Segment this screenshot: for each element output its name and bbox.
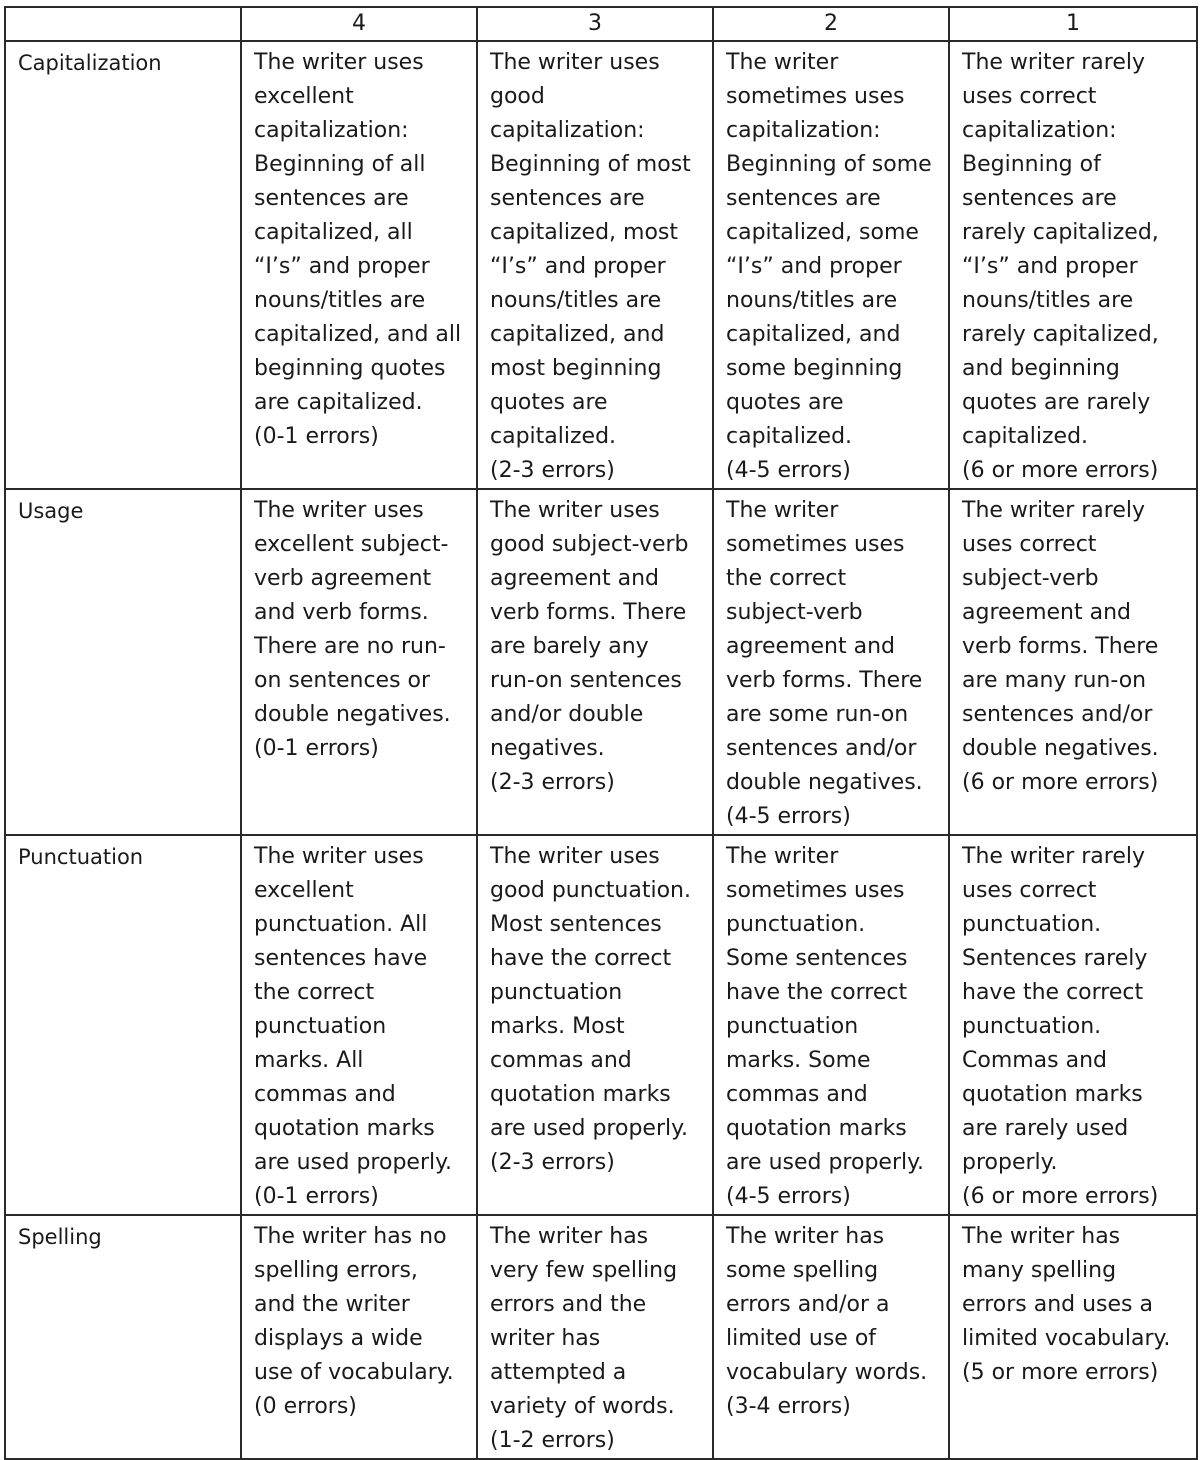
criteria-cell — [241, 835, 477, 1215]
criteria-text: The writer uses excellent subject- verb agreement and verb forms. There are no run- on sentences or double negatives. (0-1 errors) — [254, 498, 451, 761]
header-level-4: 4 — [241, 7, 477, 41]
criteria-text: The writer has many spelling errors and uses a limited vocabulary. (5 or more errors) — [962, 1224, 1171, 1385]
criteria-text: The writer rarely uses correct punctuation. Sentences rarely have the correct punctuation. Commas and quotation marks are rarely used properly. (6 or more errors) — [962, 844, 1159, 1209]
criteria-text: The writer uses good capitalization: Beginning of most sentences are capitalized, most “I’s” and proper nouns/titles are capitalized, and most beginning quotes are capitalized. (2-3 errors) — [490, 50, 691, 483]
row-spelling — [5, 1215, 1197, 1459]
criteria-text: The writer rarely uses correct subject-verb agreement and verb forms. There are many run-on sentences and/or double negatives. (6 or more errors) — [962, 498, 1159, 795]
row-capitalization — [5, 41, 1197, 489]
criteria-cell — [241, 1215, 477, 1459]
criteria-cell — [949, 1215, 1197, 1459]
rubric-table — [4, 6, 1198, 1460]
row-usage — [5, 489, 1197, 835]
criteria-text: The writer uses good subject-verb agreement and verb forms. There are barely any run-on sentences and/or double negatives. (2-3 errors) — [490, 498, 689, 795]
category-cell — [5, 489, 241, 835]
criteria-text: The writer rarely uses correct capitalization: Beginning of sentences are rarely capitalized, “I’s” and proper nouns/titles are rarely capitalized, and beginning quotes are rarely capitalized. (6 or more errors) — [962, 50, 1159, 483]
category-label: Spelling — [18, 1225, 102, 1249]
criteria-cell — [241, 489, 477, 835]
criteria-cell — [713, 835, 949, 1215]
criteria-text: The writer uses good punctuation. Most sentences have the correct punctuation marks. Most commas and quotation marks are used properly. (2-3 errors) — [490, 844, 691, 1175]
criteria-cell — [477, 489, 713, 835]
header-corner-cell — [5, 7, 241, 41]
criteria-text: The writer uses excellent capitalization: Beginning of all sentences are capitalized, all “I’s” and proper nouns/titles are capitalized, and all beginning quotes are capitalized. (0-1 errors) — [254, 50, 462, 449]
criteria-cell — [241, 41, 477, 489]
row-punctuation — [5, 835, 1197, 1215]
criteria-cell — [713, 1215, 949, 1459]
criteria-cell — [949, 835, 1197, 1215]
criteria-text: The writer sometimes uses punctuation. Some sentences have the correct punctuation marks. Some commas and quotation marks are used properly. (4-5 errors) — [726, 844, 924, 1209]
criteria-cell — [477, 1215, 713, 1459]
criteria-cell — [477, 835, 713, 1215]
criteria-cell — [477, 41, 713, 489]
header-level-3: 3 — [477, 7, 713, 41]
header-level-1: 1 — [949, 7, 1197, 41]
criteria-cell — [713, 41, 949, 489]
category-cell — [5, 1215, 241, 1459]
header-level-2: 2 — [713, 7, 949, 41]
criteria-text: The writer has no spelling errors, and the writer displays a wide use of vocabulary. (0 errors) — [254, 1224, 454, 1419]
criteria-text: The writer has very few spelling errors and the writer has attempted a variety of words. (1-2 errors) — [490, 1224, 678, 1453]
header-row — [5, 7, 1197, 41]
criteria-cell — [713, 489, 949, 835]
criteria-text: The writer sometimes uses the correct subject-verb agreement and verb forms. There are some run-on sentences and/or double negatives. (4-5 errors) — [726, 498, 923, 829]
category-label: Capitalization — [18, 51, 162, 75]
criteria-text: The writer has some spelling errors and/or a limited use of vocabulary words. (3-4 errors) — [726, 1224, 928, 1419]
category-label: Usage — [18, 499, 84, 523]
category-cell — [5, 835, 241, 1215]
category-label: Punctuation — [18, 845, 144, 869]
criteria-cell — [949, 489, 1197, 835]
criteria-text: The writer sometimes uses capitalization: Beginning of some sentences are capitalized, some “I’s” and proper nouns/titles are capitalized, and some beginning quotes are capitalized. (4-5 errors) — [726, 50, 932, 483]
criteria-text: The writer uses excellent punctuation. All sentences have the correct punctuation marks. All commas and quotation marks are used properly. (0-1 errors) — [254, 844, 452, 1209]
category-cell — [5, 41, 241, 489]
criteria-cell — [949, 41, 1197, 489]
